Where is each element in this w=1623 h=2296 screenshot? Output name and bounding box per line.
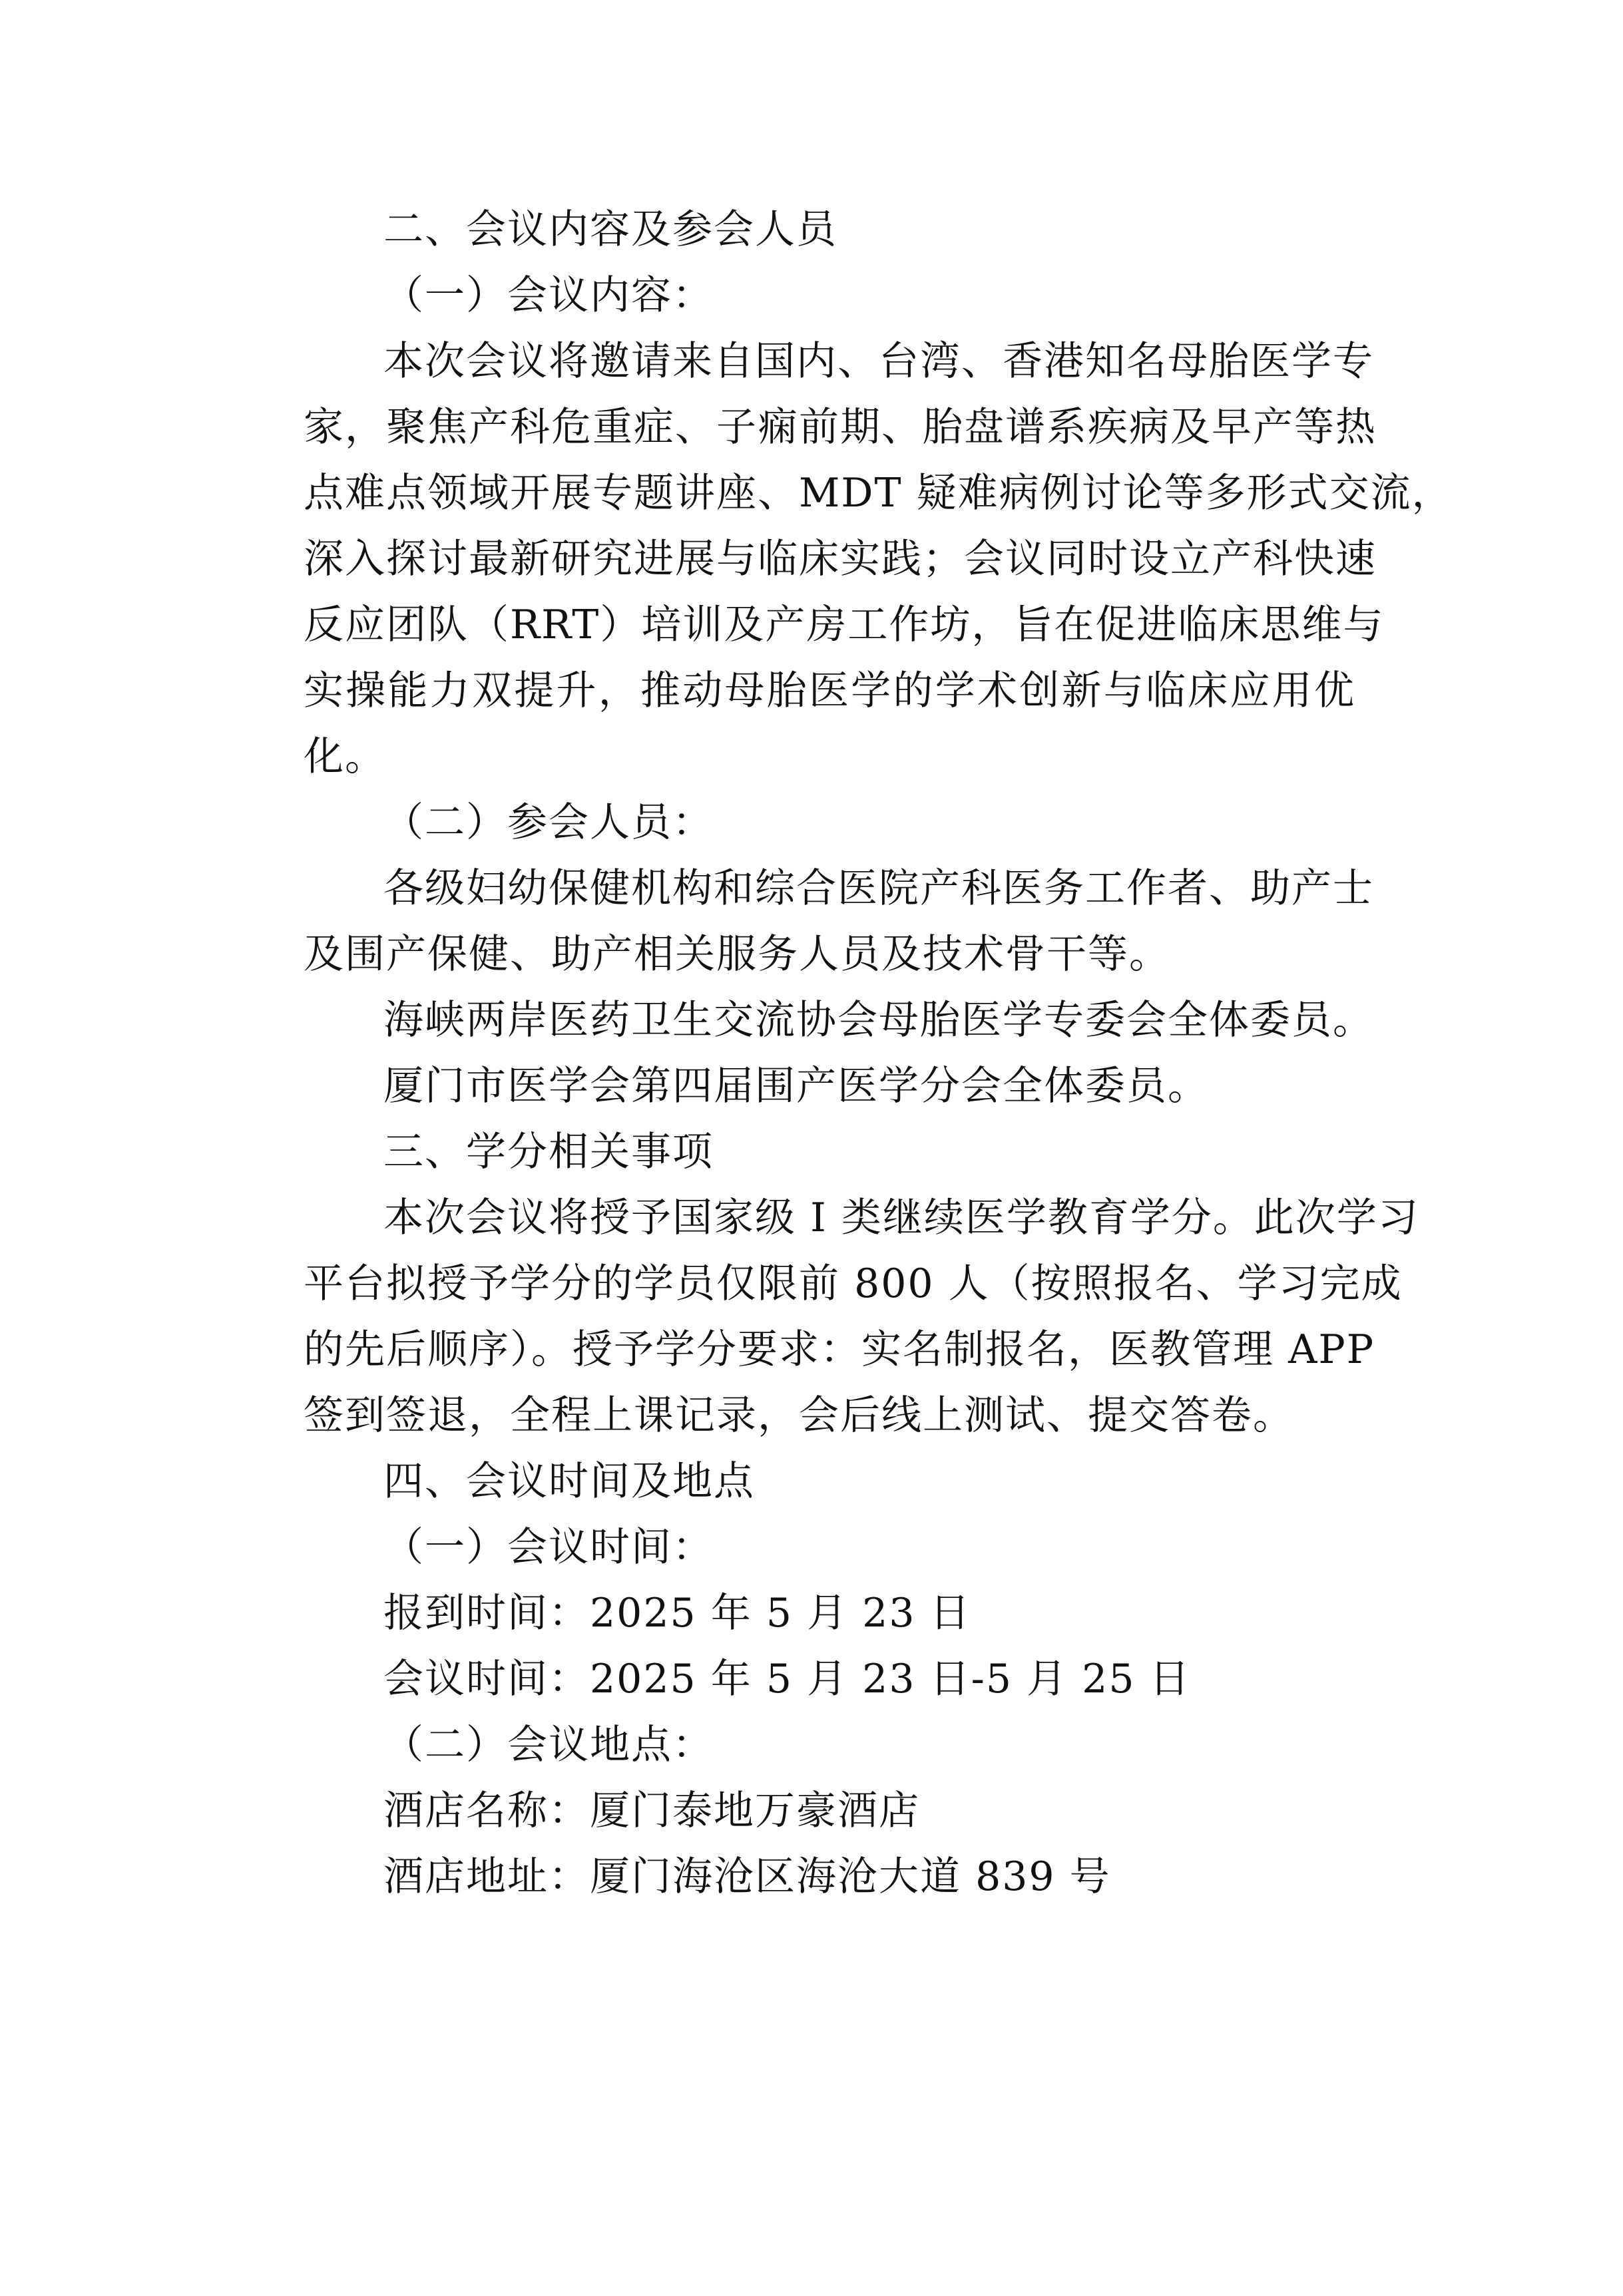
content-paragraph-line-5: 反应团队（RRT）培训及产房工作坊，旨在促进临床思维与 — [304, 602, 1385, 648]
meeting-time: 会议时间：2025 年 5 月 23 日-5 月 25 日 — [383, 1656, 1191, 1702]
section-4-sub-2-heading: （二）会议地点： — [383, 1722, 714, 1768]
section-2-sub-2-heading: （二）参会人员： — [383, 799, 714, 846]
document-body — [304, 197, 1453, 1910]
content-paragraph-line-3: 点难点领域开展专题讲座、MDT 疑难病例讨论等多形式交流， — [304, 470, 1453, 516]
attendees-line-2: 及围产保健、助产相关服务人员及技术骨干等。 — [304, 931, 1170, 978]
content-paragraph-line-1: 本次会议将邀请来自国内、台湾、香港知名母胎医学专 — [383, 338, 1374, 385]
credit-line-4: 签到签退，全程上课记录，会后线上测试、提交答卷。 — [304, 1392, 1294, 1439]
content-paragraph-line-7: 化。 — [304, 733, 386, 780]
attendees-line-3: 海峡两岸医药卫生交流协会母胎医学专委会全体委员。 — [383, 997, 1374, 1044]
credit-line-1: 本次会议将授予国家级 I 类继续医学教育学分。此次学习 — [383, 1195, 1419, 1241]
section-3-heading: 三、学分相关事项 — [383, 1129, 714, 1175]
checkin-time: 报到时间：2025 年 5 月 23 日 — [383, 1590, 971, 1636]
section-4-sub-1-heading: （一）会议时间： — [383, 1524, 714, 1571]
section-2-heading: 二、会议内容及参会人员 — [383, 206, 837, 253]
credit-line-3: 的先后顺序）。授予学分要求：实名制报名，医教管理 APP — [304, 1326, 1375, 1373]
hotel-address: 酒店地址：厦门海沧区海沧大道 839 号 — [383, 1853, 1111, 1900]
attendees-line-1: 各级妇幼保健机构和综合医院产科医务工作者、助产士 — [383, 865, 1374, 912]
content-paragraph-line-4: 深入探讨最新研究进展与临床实践；会议同时设立产科快速 — [304, 536, 1377, 582]
credit-line-2: 平台拟授予学分的学员仅限前 800 人（按照报名、学习完成 — [304, 1260, 1403, 1307]
attendees-line-4: 厦门市医学会第四届围产医学分会全体委员。 — [383, 1063, 1209, 1109]
section-2-sub-1-heading: （一）会议内容： — [383, 272, 714, 319]
content-paragraph-line-2: 家，聚焦产科危重症、子痫前期、胎盘谱系疾病及早产等热 — [304, 404, 1377, 451]
content-paragraph-line-6: 实操能力双提升，推动母胎医学的学术创新与临床应用优 — [304, 668, 1355, 714]
section-4-heading: 四、会议时间及地点 — [383, 1458, 755, 1505]
hotel-name: 酒店名称：厦门泰地万豪酒店 — [383, 1788, 920, 1834]
